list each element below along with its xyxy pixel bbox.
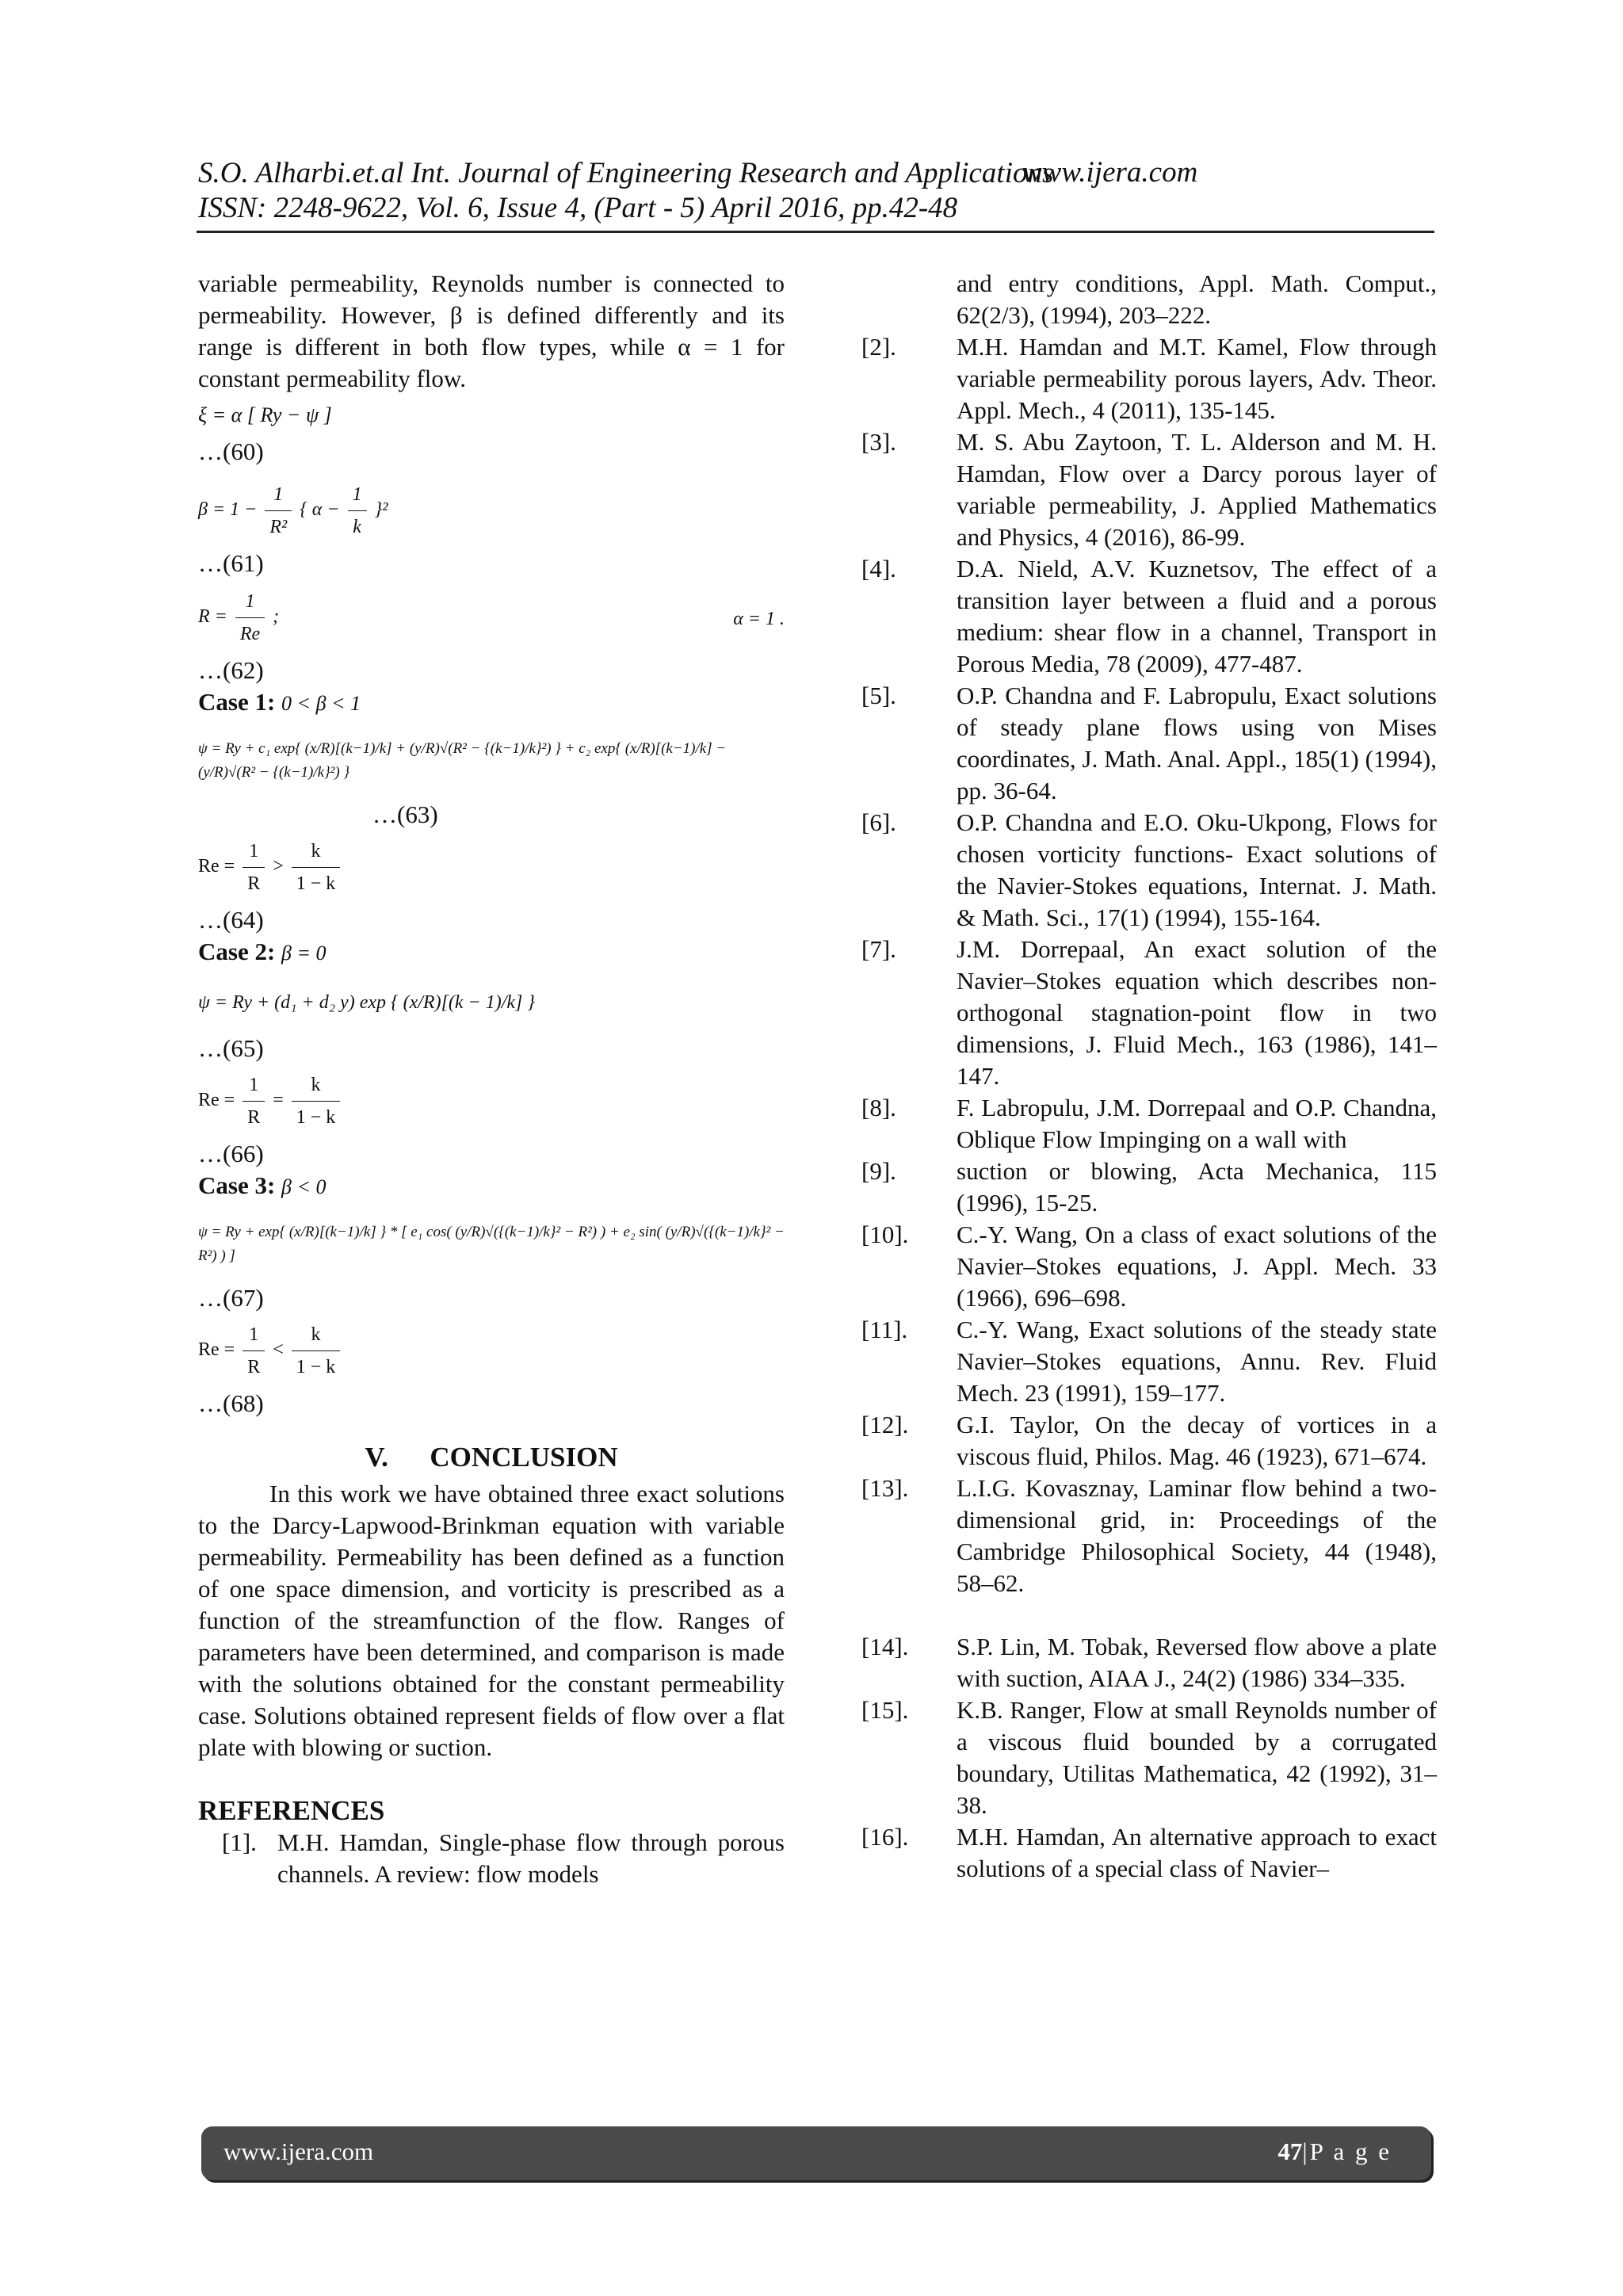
equation-68-op: < <box>273 1339 284 1361</box>
equation-number-66: …(66) <box>198 1140 264 1167</box>
reference-text: C.-Y. Wang, On a class of exact solutions of the Navier–Stokes equations, J. Appl. Mech. 33 (1966), 696–698. <box>957 1221 1437 1312</box>
fraction-1-over-re <box>235 586 265 650</box>
page-number <box>1277 2137 1392 2166</box>
denominator: R <box>247 873 261 894</box>
reference-item <box>861 680 1437 807</box>
right-column <box>861 268 1437 1885</box>
reference-item-continued <box>861 268 1437 331</box>
equation-62-sep: ; <box>273 606 280 628</box>
denominator: 1 − k <box>296 873 336 894</box>
denominator: Re <box>239 624 261 644</box>
running-header-journal: S.O. Alharbi.et.al Int. Journal of Engineering Research and Applications <box>198 157 1054 189</box>
reference-text: suction or blowing, Acta Mechanica, 115 (1996), 15-25. <box>957 1157 1437 1217</box>
reference-number: [6]. <box>861 808 896 836</box>
reference-number: [11]. <box>861 1316 908 1343</box>
case-2-heading <box>198 936 785 969</box>
reference-item <box>861 1631 1437 1694</box>
reference-item <box>861 1694 1437 1821</box>
equation-number-63: …(63) <box>372 800 438 828</box>
equation-64-lhs: Re = <box>198 856 235 877</box>
equation-63: ψ = Ry + c₁ exp{ (x/R)[(k−1)/k] + (y/R)√(R² − {(k−1)/k}²) } + c₂ exp{ (x/R)[(k−1)/k] − (y/R)√(R² − {(k−1)/k}²) } <box>198 740 727 781</box>
denominator: R <box>247 1357 261 1377</box>
numerator: 1 <box>265 479 292 511</box>
reference-item <box>861 553 1437 680</box>
reference-number: [4]. <box>861 555 896 583</box>
reference-item <box>861 1156 1437 1219</box>
reference-item <box>861 807 1437 934</box>
numerator: k <box>292 1069 341 1102</box>
running-header-issn: ISSN: 2248-9622, Vol. 6, Issue 4, (Part - 5) April 2016, pp.42-48 <box>198 192 958 224</box>
reference-text: L.I.G. Kovasznay, Laminar flow behind a two-dimensional grid, in: Proceedings of the Cambridge Philosophical Society, 44 (1948), 58–62. <box>957 1474 1437 1597</box>
reference-item <box>861 1409 1437 1473</box>
fraction-1-over-r2 <box>265 479 292 543</box>
references-heading: REFERENCES <box>198 1795 385 1826</box>
reference-number: [5]. <box>861 682 896 709</box>
equation-61-close: }² <box>374 499 388 521</box>
denominator: R² <box>269 517 288 537</box>
reference-text: J.M. Dorrepaal, An exact solution of the Navier–Stokes equation which describes non-orthogonal stagnation-point flow in two dimensions, J. Fluid Mech., 163 (1986), 141–147. <box>957 935 1437 1090</box>
denominator: R <box>247 1107 261 1128</box>
reference-text: O.P. Chandna and F. Labropulu, Exact solutions of steady plane flows using von Mises coordinates, J. Math. Anal. Appl., 185(1) (1994), pp. 36-64. <box>957 682 1437 804</box>
reference-text: M.H. Hamdan and M.T. Kamel, Flow through variable permeability porous layers, Adv. Theor. Appl. Mech., 4 (2011), 135-145. <box>957 333 1437 424</box>
case-2-label: Case 2: <box>198 938 276 965</box>
equation-61-lhs: β = 1 − <box>198 499 258 521</box>
reference-text: K.B. Ranger, Flow at small Reynolds number of a viscous fluid bounded by a corrugated boundary, Utilitas Mathematica, 42 (1992), 31–38. <box>957 1696 1437 1819</box>
case-3-heading <box>198 1170 785 1203</box>
equation-60: ξ = α [ Ry − ψ ] <box>198 403 332 426</box>
reference-item <box>861 1219 1437 1314</box>
equation-number-64: …(64) <box>198 906 264 934</box>
equation-number-60: …(60) <box>198 437 264 465</box>
reference-item <box>861 331 1437 426</box>
reference-text: and entry conditions, Appl. Math. Comput., 62(2/3), (1994), 203–222. <box>957 269 1437 329</box>
equation-67: ψ = Ry + exp{ (x/R)[(k−1)/k] } * [ e₁ cos( (y/R)√({(k−1)/k}² − R²) ) + e₂ sin( (y/R)√({(k−1)/k}² − R²) ) ] <box>198 1224 785 1264</box>
reference-number: [14]. <box>861 1633 909 1660</box>
case-2-condition: β = 0 <box>281 942 327 965</box>
equation-64 <box>198 835 785 900</box>
reference-number: [3]. <box>861 428 896 456</box>
reference-number: [13]. <box>861 1474 909 1502</box>
numerator: k <box>292 1319 341 1351</box>
reference-text: G.I. Taylor, On the decay of vortices in a viscous fluid, Philos. Mag. 46 (1923), 671–674. <box>957 1411 1437 1470</box>
equation-62 <box>198 586 785 650</box>
numerator: k <box>292 835 341 868</box>
running-header-site[interactable]: www.ijera.com <box>1022 156 1198 189</box>
equation-number-61: …(61) <box>198 549 264 577</box>
page-label: |P a g e <box>1302 2137 1392 2165</box>
equation-66 <box>198 1069 785 1133</box>
reference-item <box>861 1821 1437 1885</box>
numerator: 1 <box>242 1319 265 1351</box>
page-footer <box>201 2126 1431 2180</box>
reference-number: [1]. <box>222 1828 257 1856</box>
reference-item <box>198 1827 785 1890</box>
case-3-condition: β < 0 <box>281 1175 327 1198</box>
left-column <box>198 268 785 1890</box>
denominator: 1 − k <box>296 1107 336 1128</box>
reference-item <box>861 934 1437 1092</box>
numerator: 1 <box>348 479 367 511</box>
header-rule <box>197 231 1434 233</box>
intro-paragraph: variable permeability, Reynolds number is connected to permeability. However, β is defined differently and its range is different in both flow types, while α = 1 for constant permeability flow. <box>198 269 785 392</box>
equation-66-op: = <box>273 1090 284 1111</box>
reference-number: [10]. <box>861 1221 909 1248</box>
fraction-k-over-1mk <box>292 1319 341 1383</box>
fraction-k-over-1mk <box>292 835 341 900</box>
equation-68 <box>198 1319 785 1383</box>
fraction-1-over-r <box>242 1069 265 1133</box>
equation-68-lhs: Re = <box>198 1339 235 1361</box>
conclusion-heading: V. CONCLUSION <box>365 1442 618 1473</box>
fraction-1-over-r <box>242 1319 265 1383</box>
reference-number-blank <box>861 268 957 331</box>
fraction-1-over-r <box>242 835 265 900</box>
equation-number-67: …(67) <box>198 1284 264 1312</box>
case-1-condition: 0 < β < 1 <box>281 692 361 715</box>
equation-61-brace: { α − <box>300 499 340 521</box>
equation-66-lhs: Re = <box>198 1090 235 1111</box>
equation-65: ψ = Ry + (d₁ + d₂ y) exp { (x/R)[(k − 1)/k] } <box>198 992 535 1013</box>
denominator: k <box>353 517 361 537</box>
equation-64-op: > <box>273 856 284 877</box>
reference-text: C.-Y. Wang, Exact solutions of the steady state Navier–Stokes equations, Annu. Rev. Fluid Mech. 23 (1991), 159–177. <box>957 1316 1437 1407</box>
footer-site-link[interactable]: www.ijera.com <box>223 2137 374 2165</box>
conclusion-paragraph: In this work we have obtained three exact solutions to the Darcy-Lapwood-Brinkman equation with variable permeability. Permeability has been defined as a function of one space dimension, and vorticity is prescribed as a function of the streamfunction of the flow. Ranges of parameters have been determined, and comparison is made with the solutions obtained for the constant permeability case. Solutions obtained represent fields of flow over a flat plate with blowing or suction. <box>198 1480 785 1761</box>
equation-61 <box>198 479 785 543</box>
equation-62-alpha: α = 1 . <box>733 609 785 629</box>
reference-text: M.H. Hamdan, Single-phase flow through porous channels. A review: flow models <box>277 1828 785 1888</box>
reference-text: D.A. Nield, A.V. Kuznetsov, The effect of a transition layer between a fluid and a porous medium: shear flow in a channel, Transport in Porous Media, 78 (2009), 477-487. <box>957 555 1437 678</box>
equation-62-lhs: R = <box>198 606 227 628</box>
reference-number: [7]. <box>861 935 896 963</box>
equation-number-62: …(62) <box>198 656 264 684</box>
numerator: 1 <box>242 835 265 868</box>
reference-item <box>861 426 1437 553</box>
reference-number: [15]. <box>861 1696 909 1724</box>
reference-text: O.P. Chandna and E.O. Oku-Ukpong, Flows for chosen vorticity functions- Exact solutions of the Navier-Stokes equations, Internat. J. Math. & Math. Sci., 17(1) (1994), 155-164. <box>957 808 1437 931</box>
reference-number: [12]. <box>861 1411 909 1438</box>
reference-text: S.P. Lin, M. Tobak, Reversed flow above a plate with suction, AIAA J., 24(2) (1986) 334–335. <box>957 1633 1437 1692</box>
case-3-label: Case 3: <box>198 1171 276 1199</box>
equation-number-68: …(68) <box>198 1389 264 1417</box>
reference-item <box>861 1314 1437 1409</box>
fraction-k-over-1mk <box>292 1069 341 1133</box>
reference-text: M. S. Abu Zaytoon, T. L. Alderson and M. H. Hamdan, Flow over a Darcy porous layer of variable permeability, J. Applied Mathematics and Physics, 4 (2016), 86-99. <box>957 428 1437 551</box>
case-1-heading <box>198 686 785 720</box>
reference-number: [8]. <box>861 1094 896 1121</box>
numerator: 1 <box>242 1069 265 1102</box>
reference-number: [2]. <box>861 333 896 361</box>
denominator: 1 − k <box>296 1357 336 1377</box>
reference-number: [9]. <box>861 1157 896 1185</box>
case-1-label: Case 1: <box>198 688 276 716</box>
reference-item <box>861 1473 1437 1599</box>
page-number-value: 47 <box>1277 2137 1303 2165</box>
reference-text: M.H. Hamdan, An alternative approach to exact solutions of a special class of Navier– <box>957 1823 1437 1882</box>
reference-text: F. Labropulu, J.M. Dorrepaal and O.P. Chandna, Oblique Flow Impinging on a wall with <box>957 1094 1437 1153</box>
fraction-1-over-k <box>348 479 367 543</box>
reference-item <box>861 1092 1437 1156</box>
numerator: 1 <box>235 586 265 618</box>
equation-number-65: …(65) <box>198 1034 264 1062</box>
reference-number: [16]. <box>861 1823 909 1851</box>
